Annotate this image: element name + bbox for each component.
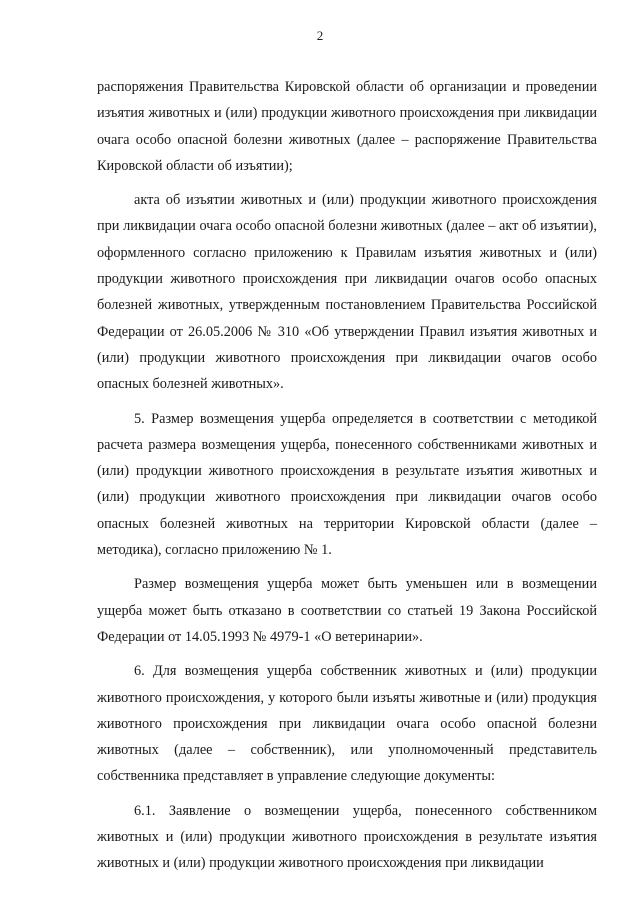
paragraph-item-6: 6. Для возмещения ущерба собственник животных и (или) продукции животного происхождения, у которого были изъяты животные и (или) продукция животного происхождения при ликвидации очага особо опасной болезни животных (далее – собственник), или уполномоченный представитель собственника представляет в управление следующие документы: bbox=[97, 663, 597, 785]
document-body bbox=[97, 74, 597, 883]
paragraph-item-6-1: 6.1. Заявление о возмещении ущерба, понесенного собственником животных и (или) продукции животного происхождения в результате изъятия животных и (или) продукции животного происхождения при ликвидации bbox=[97, 802, 597, 872]
paragraph-order-reference: распоряжения Правительства Кировской области об организации и проведении изъятия животных и (или) продукции животного происхождения при ликвидации очага особо опасной болезни животных (далее – распоряжение Правительства Кировской области об изъятии); bbox=[97, 79, 597, 174]
paragraph-item-5: 5. Размер возмещения ущерба определяется в соответствии с методикой расчета размера возмещения ущерба, понесенного собственниками животных и (или) продукции животного происхождения в результате изъятия животных и (или) продукции животного происхождения при ликвидации очагов особо опасных болезней животных на территории Кировской области (далее – методика), согласно приложению № 1. bbox=[97, 410, 597, 559]
page-number: 2 bbox=[316, 28, 324, 43]
paragraph-damage-reduction: Размер возмещения ущерба может быть уменьшен или в возмещении ущерба может быть отказано в соответствии со статьей 19 Закона Российской Федерации от 14.05.1993 № 4979-1 «О ветеринарии». bbox=[97, 576, 597, 645]
paragraph-seizure-act: акта об изъятии животных и (или) продукции животного происхождения при ликвидации очага особо опасной болезни животных (далее – акт об изъятии), оформленного согласно приложению к Правилам изъятия животных и (или) продукции животного происхождения при ликвидации очагов особо опасных болезней животных, утвержденным постановлением Правительства Российской Федерации от 26.05.2006 № 310 «Об утверждении Правил изъятия животных и (или) продукции животного происхождения при ликвидации очагов особо опасных болезней животных». bbox=[97, 192, 597, 393]
